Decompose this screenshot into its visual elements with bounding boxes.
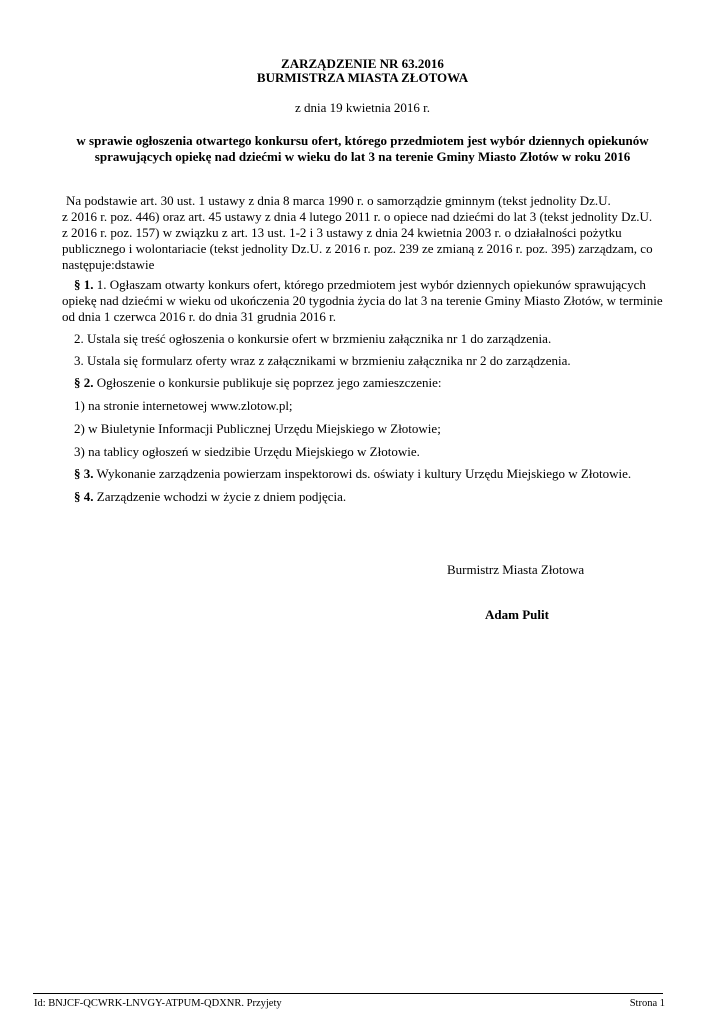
- document-date: z dnia 19 kwietnia 2016 r.: [294, 100, 431, 115]
- preamble-line: następuje:dstawie: [62, 257, 155, 272]
- section-2-mark: § 2.: [74, 375, 94, 390]
- section-1-text: 1. Ogłaszam otwarty konkurs ofert, którego przedmiotem jest wybór dziennych opiekunów sprawujących: [93, 277, 646, 292]
- document-issuer: BURMISTRZA MIASTA ZŁOTOWA: [256, 70, 469, 85]
- section-1-point-2: 2. Ustala się treść ogłoszenia o konkursie ofert w brzmieniu załącznika nr 1 do zarządzenia.: [74, 331, 552, 346]
- section-3-mark: § 3.: [74, 466, 94, 481]
- section-2-item-2: 2) w Biuletynie Informacji Publicznej Urzędu Miejskiego w Złotowie;: [74, 421, 441, 436]
- signature-office: Burmistrz Miasta Złotowa: [447, 562, 585, 577]
- section-3-text: Wykonanie zarządzenia powierzam inspektorowi ds. oświaty i kultury Urzędu Miejskiego w Złotowie.: [93, 466, 632, 481]
- document-subject-line1: w sprawie ogłoszenia otwartego konkursu ofert, którego przedmiotem jest wybór dziennych opiekunów: [76, 133, 649, 148]
- footer-divider: [33, 993, 663, 994]
- section-3-line: [74, 466, 684, 482]
- section-4-mark: § 4.: [74, 489, 94, 504]
- section-4-text: Zarządzenie wchodzi w życie z dniem podjęcia.: [93, 489, 347, 504]
- section-2-line: [74, 375, 684, 391]
- section-1-point-3: 3. Ustala się formularz oferty wraz z załącznikami w brzmieniu załącznika nr 2 do zarządzenia.: [74, 353, 571, 368]
- footer-document-id: Id: BNJCF-QCWRK-LNVGY-ATPUM-QDXNR. Przyjety: [34, 998, 282, 1009]
- section-1-line: [74, 277, 684, 293]
- section-2-item-1: 1) na stronie internetowej www.zlotow.pl;: [74, 398, 293, 413]
- signature-name: Adam Pulit: [485, 607, 549, 622]
- preamble-line: z 2016 r. poz. 446) oraz art. 45 ustawy z dnia 4 lutego 2011 r. o opiece nad dziećmi do lat 3 (tekst jednolity Dz.U.: [62, 209, 653, 224]
- section-1-line: od dnia 1 czerwca 2016 r. do dnia 31 grudnia 2016 r.: [62, 309, 337, 324]
- footer-page-number: Strona 1: [629, 998, 665, 1009]
- preamble-line: z 2016 r. poz. 157) w związku z art. 13 ust. 1-2 i 3 ustawy z dnia 24 kwietnia 2003 r. o działalności pożytku: [62, 225, 622, 240]
- section-2-text: Ogłoszenie o konkursie publikuje się poprzez jego zamieszczenie:: [93, 375, 442, 390]
- section-2-item-3: 3) na tablicy ogłoszeń w siedzibie Urzędu Miejskiego w Złotowie.: [74, 444, 420, 459]
- document-subject-line2: sprawujących opiekę nad dziećmi w wieku do lat 3 na terenie Gminy Miasto Złotów w roku 2016: [94, 149, 631, 164]
- document-title: ZARZĄDZENIE NR 63.2016: [281, 56, 444, 71]
- preamble-line: Na podstawie art. 30 ust. 1 ustawy z dnia 8 marca 1990 r. o samorządzie gminnym (tekst jednolity Dz.U.: [66, 193, 611, 208]
- section-1-mark: § 1.: [74, 277, 94, 292]
- section-1-line: opiekę nad dziećmi w wieku od ukończenia 20 tygodnia życia do lat 3 na terenie Gminy Miasto Złotów, w terminie: [62, 293, 663, 308]
- section-4-line: [74, 489, 684, 505]
- preamble-line: publicznego i wolontariacie (tekst jednolity Dz.U. z 2016 r. poz. 239 ze zmianą z 2016 r. poz. 395) zarządzam, co: [62, 241, 653, 256]
